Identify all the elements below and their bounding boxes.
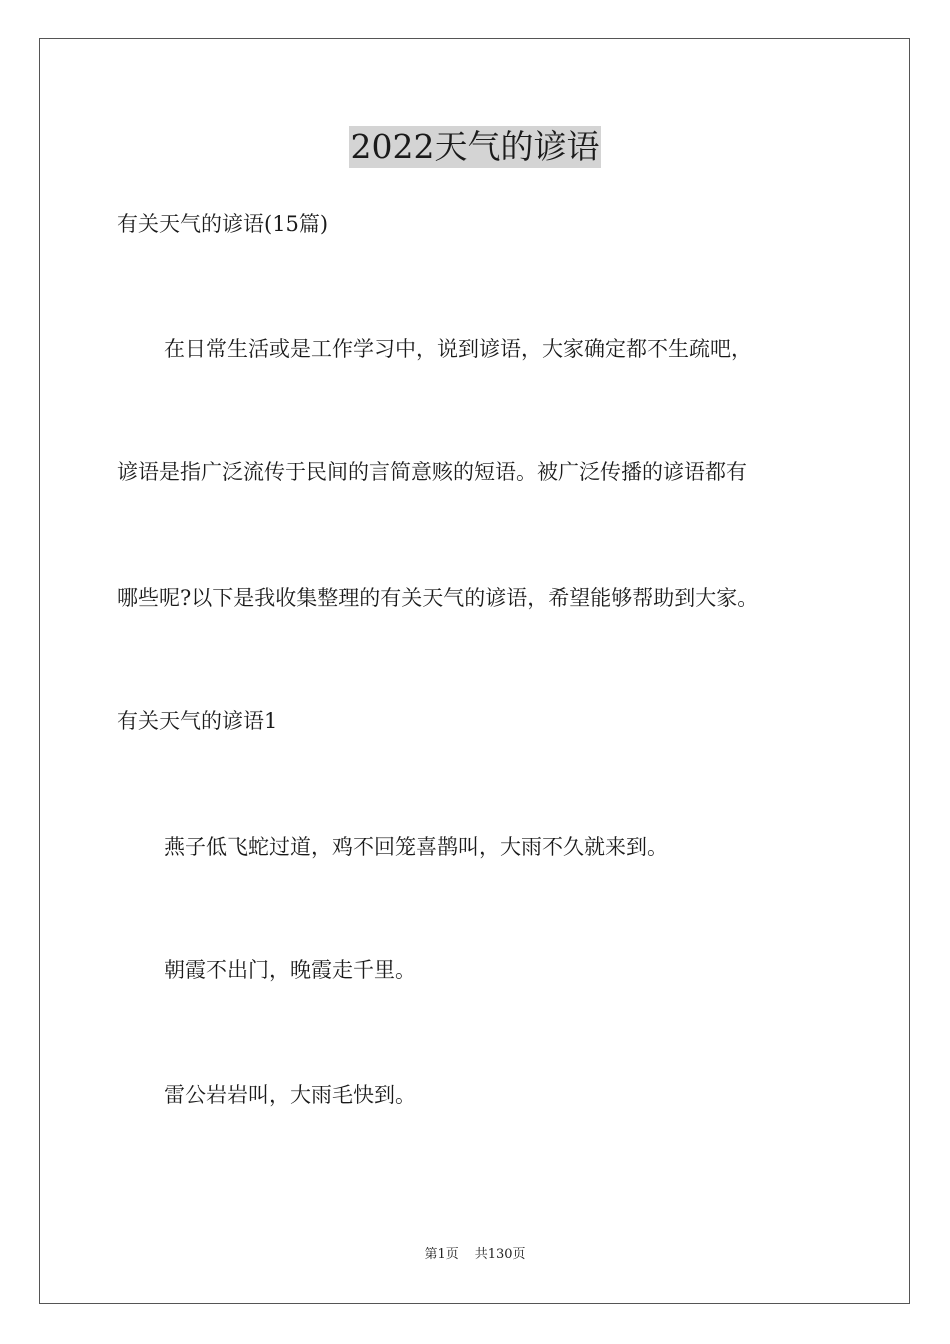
page-footer xyxy=(0,1246,950,1264)
proverb-2: 朝霞不出门，晚霞走千里。 xyxy=(164,958,416,982)
title-container xyxy=(0,126,950,168)
page-number: 第1页 xyxy=(424,1247,459,1262)
document-subtitle: 有关天气的谚语(15篇) xyxy=(117,212,329,236)
intro-line-2: 谚语是指广泛流传于民间的言简意赅的短语。被广泛传播的谚语都有 xyxy=(117,460,747,484)
section-heading: 有关天气的谚语1 xyxy=(117,709,278,733)
proverb-1: 燕子低飞蛇过道，鸡不回笼喜鹊叫，大雨不久就来到。 xyxy=(164,835,668,859)
document-title: 2022天气的谚语 xyxy=(350,127,600,166)
intro-line-1: 在日常生活或是工作学习中，说到谚语，大家确定都不生疏吧， xyxy=(164,337,752,361)
proverb-3: 雷公岩岩叫，大雨毛快到。 xyxy=(164,1083,416,1107)
intro-line-3: 哪些呢?以下是我收集整理的有关天气的谚语，希望能够帮助到大家。 xyxy=(117,586,759,610)
page-total: 共130页 xyxy=(474,1247,526,1262)
